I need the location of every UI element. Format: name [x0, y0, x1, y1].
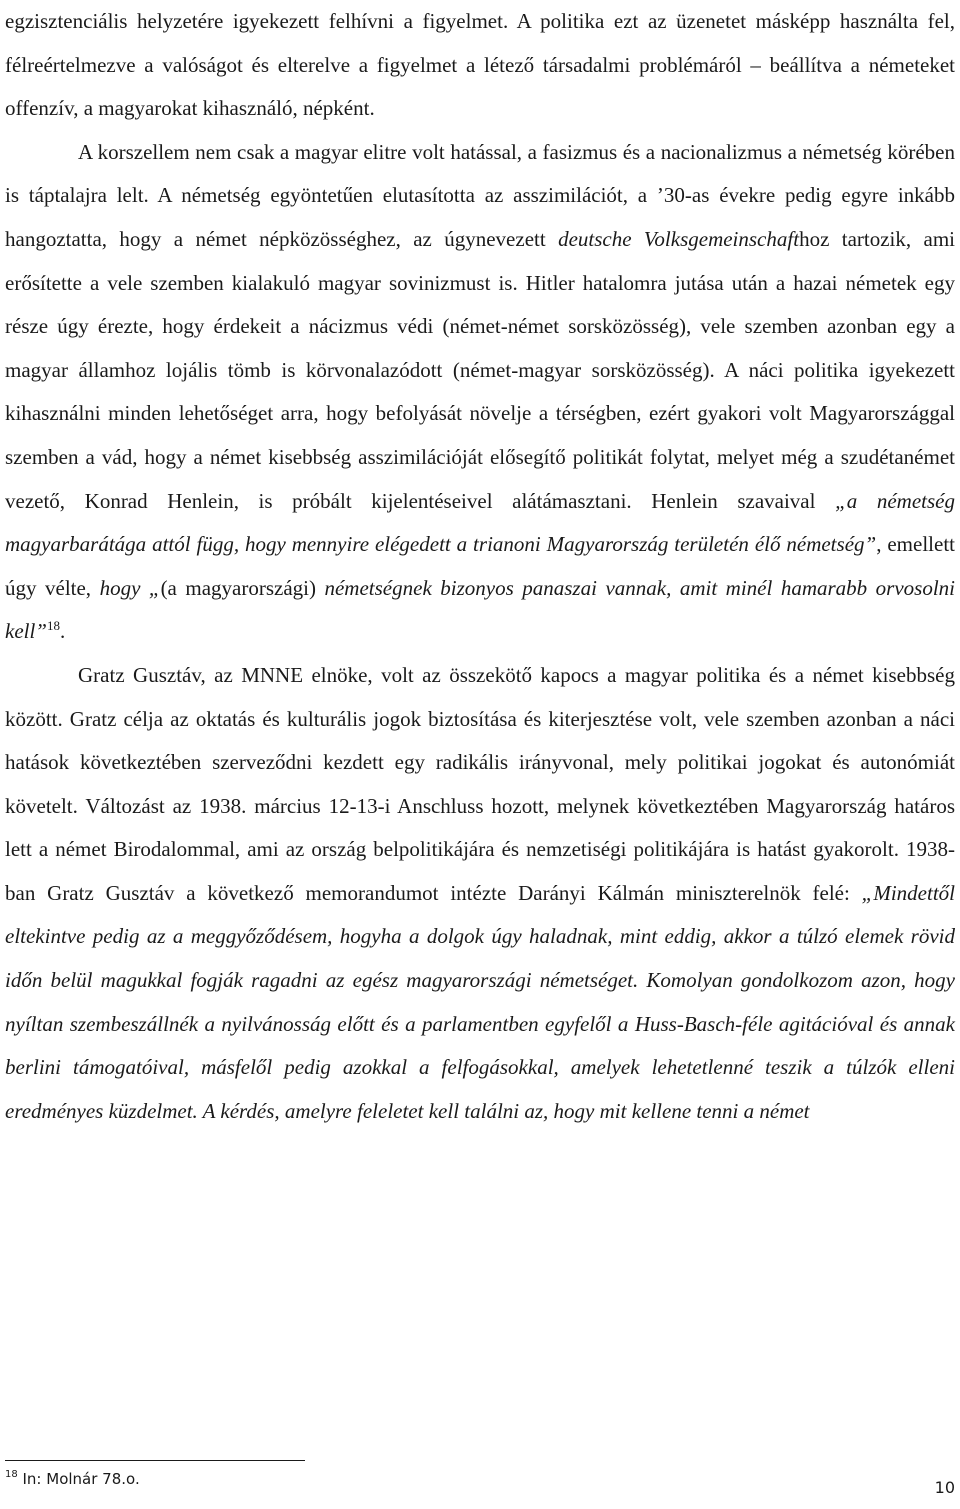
paragraph-2-text-i: .	[60, 619, 66, 644]
paragraph-2-text-g: (a magyarországi)	[160, 575, 325, 600]
paragraph-1-text: egzisztenciális helyzetére igyekezett felhívni a figyelmet. A politika ezt az üzenetet másképp használta fel, félreértelmezve a valóságot és elterelve a figyelmet a létező társadalmi problémáról – beállítva a németeket offenzív, a magyarokat kihasználó, népként.	[5, 9, 955, 121]
henlein-quote: „a németség magyarbarátága attól függ, hogy mennyire elégedett a trianoni Magyarország területén élő németség”	[5, 488, 955, 557]
gratz-memorandum-quote: „Mindettől eltekintve pedig az a meggyőződésem, hogyha a dolgok úgy haladnak, mint eddig, akkor a túlzó elemek rövid időn belül magukkal fogják ragadni az egész magyarországi németséget. Komolyan gondolkozom azon, hogy nyíltan szembeszállnék a nyilvánosság előtt és a parlamentben egyfelől a Huss-Basch-féle agitációval és annak berlini támogatóival, másfelől pedig azokkal a felfogásokkal, amelyek lehetetlenné teszik a túlzók elleni eredményes küzdelmet. A kérdés, amelyre feleletet kell találni az, hogy mit kellene tenni a német	[5, 880, 955, 1123]
footnote	[5, 1470, 140, 1488]
paragraph-3	[5, 654, 955, 1134]
paragraph-2-text-e: , emellett úgy vélte,	[5, 532, 955, 600]
footnote-number: 18	[5, 1469, 18, 1480]
paragraph-2-italic-f: hogy „	[99, 575, 161, 600]
paragraph-2	[5, 131, 955, 654]
paragraph-2-italic-term: deutsche Volksgemeinschaft	[558, 226, 800, 251]
henlein-quote-2: németségnek bizonyos panaszai vannak, amit minél hamarabb orvosolni kell”	[5, 575, 955, 644]
footnote-separator	[5, 1460, 305, 1461]
paragraph-2-text-c: hoz tartozik, ami erősítette a vele szemben kialakuló magyar sovinizmust is. Hitler hatalomra jutása után a hazai németek egy része úgy érezte, hogy érdekeit a nácizmus védi (német-német sorsközösség), vele szemben azonban egy a magyar államhoz lojális tömb is körvonalazódott (német-magyar sorsközösség). A náci politika igyekezett kihasználni minden lehetőséget arra, hogy befolyását növelje a térségben, ezért gyakori volt Magyarországgal szemben a vád, hogy a német kisebbség asszimilációját elősegítő politikát folytat, melyet még a szudétanémet vezető, Konrad Henlein, is próbált kijelentéseivel alátámasztani. Henlein szavaival	[5, 226, 956, 513]
footnote-reference[interactable]: 18	[47, 618, 60, 634]
body-text	[5, 0, 955, 1133]
footnote-text: In: Molnár 78.o.	[17, 1470, 140, 1488]
paragraph-2-text-a: A korszellem nem csak a magyar elitre volt hatással, a fasizmus és a nacionalizmus a németség körében is táptalajra lelt. A németség egyöntetűen elutasította az asszimilációt, a ’30-as évekre pedig egyre inkább hangoztatta, hogy a német népközösséghez, az úgynevezett	[5, 139, 955, 251]
paragraph-1	[5, 0, 955, 131]
page-number: 10	[934, 1478, 955, 1497]
paragraph-3-text-a: Gratz Gusztáv, az MNNE elnöke, volt az összekötő kapocs a magyar politika és a német kisebbség között. Gratz célja az oktatás és kulturális jogok biztosítása és kiterjesztése volt, vele szemben azonban a náci hatások következtében szerveződni kezdett egy radikális irányvonal, mely politikai jogokat és autonómiát követelt. Változást az 1938. március 12-13-i Anschluss hozott, melynek következtében Magyarország határos lett a német Birodalommal, ami az ország belpolitikájára és nemzetiségi politikájára is hatást gyakorolt. 1938-ban Gratz Gusztáv a következő memorandumot intézte Darányi Kálmán miniszterelnök felé:	[5, 662, 955, 905]
